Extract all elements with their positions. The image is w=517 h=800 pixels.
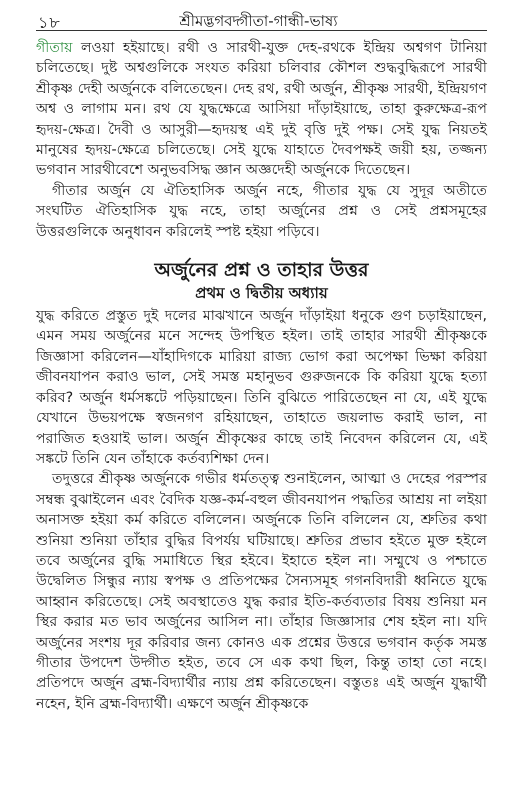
header-rule [36,30,487,31]
section-subtitle: প্রথম ও দ্বিতীয় অধ্যায় [195,284,328,303]
section-title: অর্জুনের প্রশ্ন ও তাহার উত্তর [154,259,369,282]
section-paragraph-2: তদুত্তরে শ্রীকৃষ্ণ অর্জুনকে গভীর ধর্মতত্ত্ব শুনাইলেন, আত্মা ও দেহের পরস্পর সম্বন্ধ বুঝাইলেন এবং বৈদিক যজ্ঞ-কর্ম-বহুল জীবনযাপন পদ্ধতির আশ্রয় না লইয়া অনাসক্ত হইয়া কর্ম করিতে বলিলেন। অর্জুনকে তিনি বলিলেন যে, শ্রুতির কথা শুনিয়া শুনিয়া তাঁহার বুদ্ধির বিপর্যয় ঘটিয়াছে। শ্রুতির প্রভাব হইতে মুক্ত হইলে তবে অর্জুনের বুদ্ধি সমাধিতে স্থির হইবে। ইহাতে হইল না। সম্মুখে ও পশ্চাতে উদ্বেলিত সিন্ধুর ন্যায় স্বপক্ষ ও প্রতিপক্ষের সৈন্যসমূহ গগনবিদারী ধ্বনিতে যুদ্ধে আহ্বান করিতেছে। সেই অবস্থাতেও যুদ্ধ করার ইতি-কর্তব্যতার বিষয় শুনিয়া মন স্থির করার মত ভাব অর্জুনের আসিল না। তাঁহার জিজ্ঞাসার শেষ হইল না। যদি অর্জুনের সংশয় দূর করিবার জন্য কোনও এক প্রশ্নের উত্তরে ভগবান কর্তৃক সমস্ত গীতার উপদেশ উদ্গীত হইত, তবে সে এক কথা ছিল, কিন্তু তাহা তো নহে। প্রতিপদে অর্জুন ব্রহ্ম-বিদ্যার্থীর ন্যায় প্রশ্ন করিতেছেন। বস্তুতঃ এই অর্জুন যুদ্ধার্থী নহেন, ইনি ব্রহ্ম-বিদ্যার্থী। এক্ষণে অর্জুন শ্রীকৃষ্ণকে [36,471,487,712]
body-text [36,38,487,714]
running-header [0,6,517,32]
intro-paragraph-2: গীতার অর্জুন যে ঐতিহাসিক অর্জুন নহে, গীতার যুদ্ধ যে সুদূর অতীতে সংঘটিত ঐতিহাসিক যুদ্ধ নহে, তাহা অর্জুনের প্রশ্ন ও সেই প্রশ্নসমূহের উত্তরগুলিকে অনুধাবন করিলেই স্পষ্ট হইয়া পড়িবে। [36,182,487,240]
intro-paragraph-1 [36,38,487,181]
highlighted-word: গীতায় [36,40,73,56]
page-number: ১৮ [38,13,61,32]
intro-paragraph-1-text: লওয়া হইয়াছে। রথী ও সারথী-যুক্ত দেহ-রথকে ইন্দ্রিয় অশ্বগণ টানিয়া চলিতেছে। দুষ্ট অশ্বগুলিকে সংযত করিয়া চলিবার কৌশল শুদ্ধবুদ্ধিরূপে সারথী শ্রীকৃষ্ণ দেহী অর্জুনকে বলিতেছেন। দেহ রথ, রথী অর্জুন, শ্রীকৃষ্ণ সারথী, ইন্দ্রিয়গণ অশ্ব ও লাগাম মন। রথ যে যুদ্ধক্ষেত্রে আসিয়া দাঁড়াইয়াছে, তাহা কুরুক্ষেত্র-রূপ হৃদয়-ক্ষেত্র। দৈবী ও আসুরী—হৃদয়স্থ এই দুই বৃত্তি দুই পক্ষ। সেই যুদ্ধ নিয়তই মানুষের হৃদয়-ক্ষেত্রে চলিতেছে। সেই যুদ্ধে যাহাতে দৈবপক্ষই জয়ী হয়, তজ্জন্য ভগবান সারথীবেশে অনুভবসিদ্ধ জ্ঞান অজ্ঞদেহী অর্জুনকে দিতেছেন। [36,40,487,179]
section-paragraph-1: যুদ্ধ করিতে প্রস্তুত দুই দলের মাঝখানে অর্জুন দাঁড়াইয়া ধনুকে গুণ চড়াইয়াছেন, এমন সময় অর্জুনের মনে সন্দেহ উপস্থিত হইল। তাই তাহার সারথী শ্রীকৃষ্ণকে জিজ্ঞাসা করিলেন—যাঁহাদিগকে মারিয়া রাজ্য ভোগ করা অপেক্ষা ভিক্ষা করিয়া জীবনযাপন করাও ভাল, সেই সমস্ত মহানুভব গুরুজনকে কি করিয়া যুদ্ধে হত্যা করিব? অর্জুন ধর্মসঙ্কটে পড়িয়াছেন। তিনি বুঝিতে পারিতেছেন না যে, এই যুদ্ধে যেখানে উভয়পক্ষে স্বজনগণ রহিয়াছেন, তাহাতে জয়লাভ করাই ভাল, না পরাজিত হওয়াই ভাল। অর্জুন শ্রীকৃষ্ণের কাছে তাই নিবেদন করিলেন যে, এই সঙ্কটে তিনি যেন তাঁহাকে কর্তব্যশিক্ষা দেন। [36,308,487,467]
running-title: শ্রীমদ্ভগবদ্গীতা-গান্ধী-ভাষ্য [179,12,338,30]
